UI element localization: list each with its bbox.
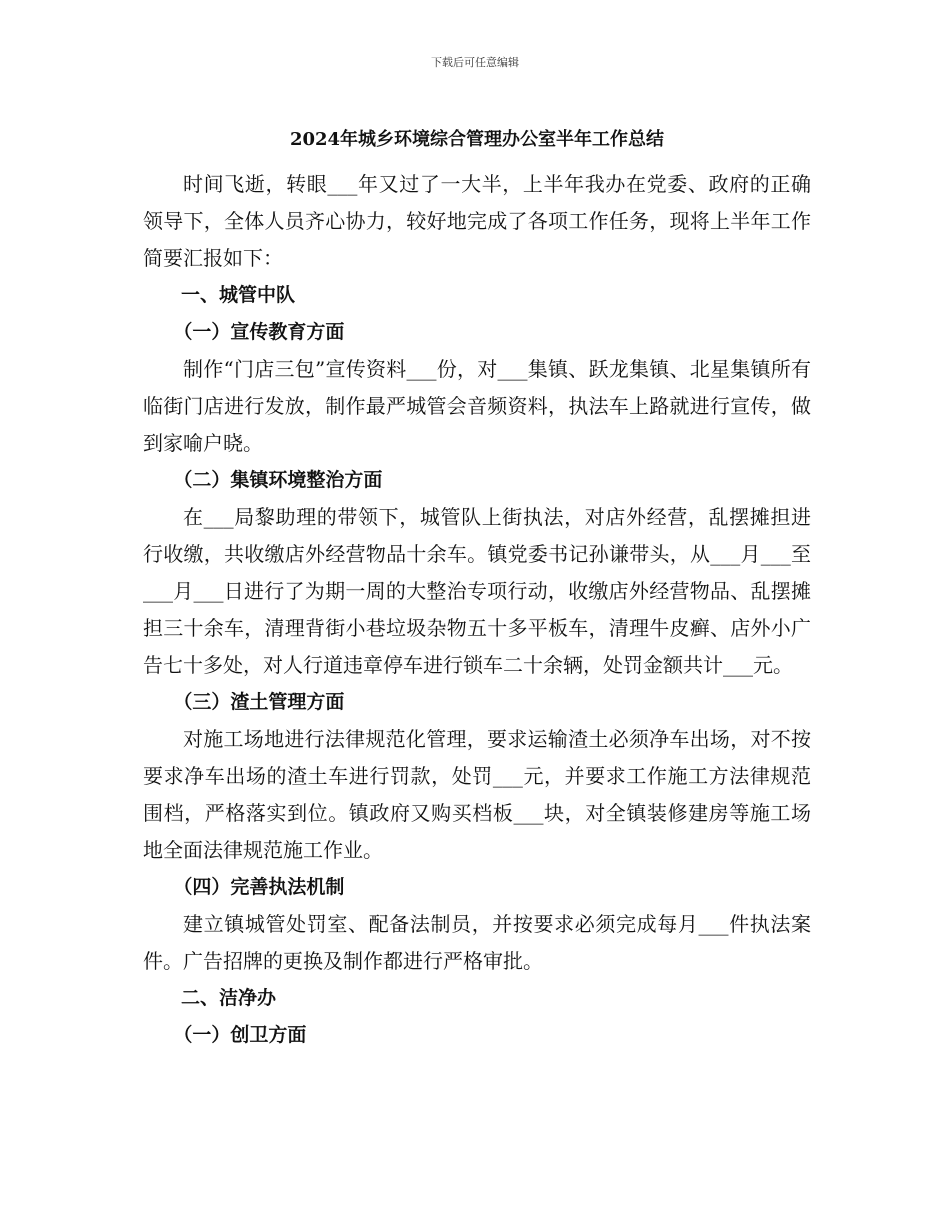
town-environment-paragraph: 在___局黎助理的带领下，城管队上街执法，对店外经营，乱摆摊担进行收缴，共收缴店外经营物品十余车。镇党委书记孙谦带头，从___月___至___月___日进行了为期一周的大整治专项行动，收缴店外经营物品、乱摆摊担三十余车，清理背街小巷垃圾杂物五十多平板车，清理牛皮癣、店外小广告七十多处，对人行道违章停车进行锁车二十余辆，处罚金额共计___元。 bbox=[143, 505, 811, 677]
subsection-heading-enforcement: （四）完善执法机制 bbox=[173, 876, 345, 898]
document-body bbox=[143, 126, 811, 1054]
section-heading-cleanliness: 二、洁净办 bbox=[181, 987, 277, 1009]
section-heading-chengguan: 一、城管中队 bbox=[181, 284, 296, 306]
header-note: 下载后可任意编辑 bbox=[431, 56, 519, 69]
publicity-paragraph: 制作“门店三包”宣传资料___份，对___集镇、跃龙集镇、北星集镇所有临街门店进行发放，制作最严城管会音频资料，执法车上路就进行宣传，做到家喻户晓。 bbox=[143, 357, 811, 455]
subsection-heading-muck-management: （三）渣土管理方面 bbox=[173, 691, 345, 713]
enforcement-paragraph: 建立镇城管处罚室、配备法制员，并按要求必须完成每月___件执法案件。广告招牌的更换及制作都进行严格审批。 bbox=[143, 912, 811, 973]
intro-paragraph: 时间飞逝，转眼___年又过了一大半，上半年我办在党委、政府的正确领导下，全体人员齐心协力，较好地完成了各项工作任务，现将上半年工作简要汇报如下： bbox=[143, 172, 811, 270]
muck-management-paragraph: 对施工场地进行法律规范化管理，要求运输渣土必须净车出场，对不按要求净车出场的渣土车进行罚款，处罚___元，并要求工作施工方法律规范围档，严格落实到位。镇政府又购买档板___块，对全镇装修建房等施工场地全面法律规范施工作业。 bbox=[143, 727, 811, 862]
subsection-heading-sanitation: （一）创卫方面 bbox=[173, 1024, 307, 1046]
document-title: 2024年城乡环境综合管理办公室半年工作总结 bbox=[289, 129, 665, 150]
subsection-heading-town-environment: （二）集镇环境整治方面 bbox=[173, 469, 383, 491]
subsection-heading-publicity: （一）宣传教育方面 bbox=[173, 321, 345, 343]
